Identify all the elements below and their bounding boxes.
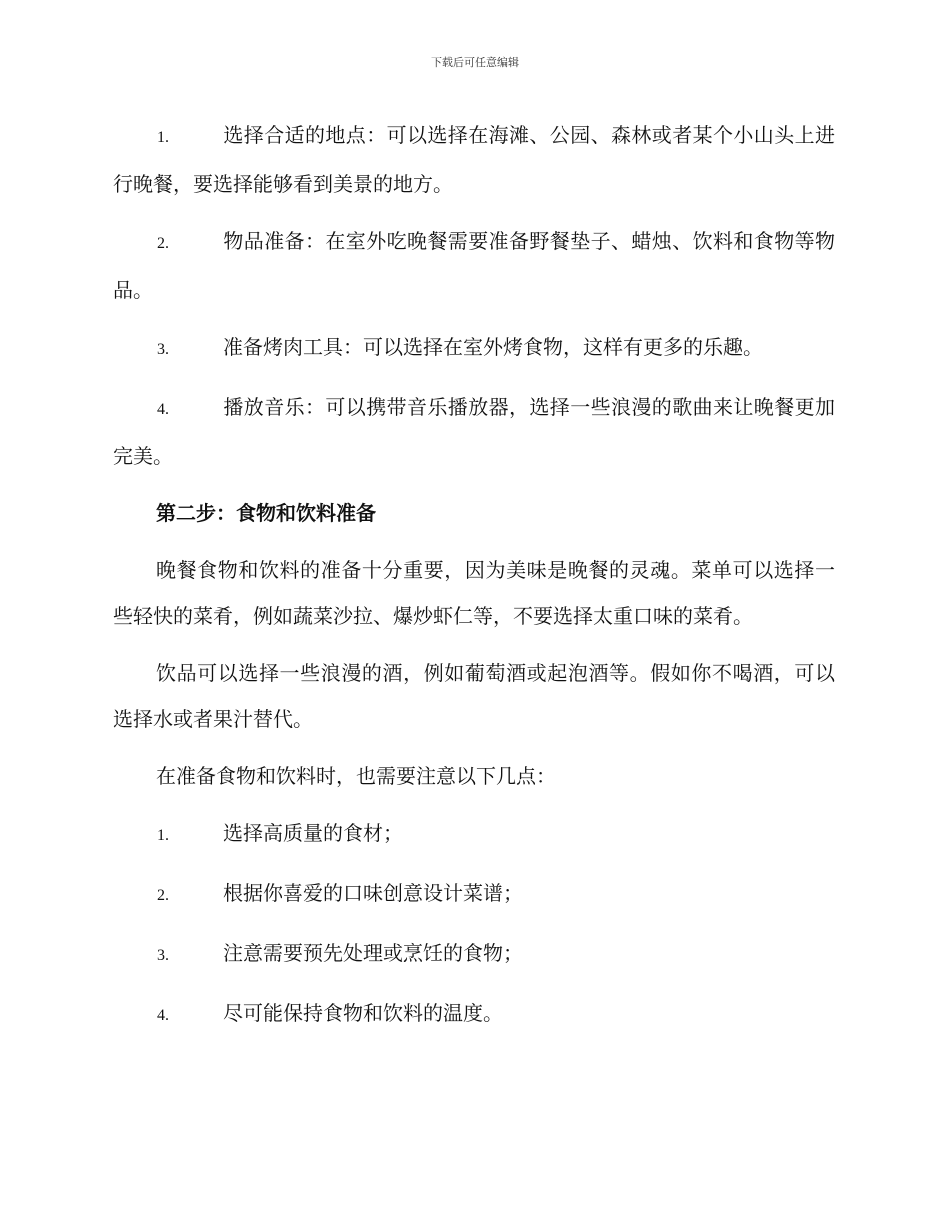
paragraph: 晚餐食物和饮料的准备十分重要，因为美味是晚餐的灵魂。菜单可以选择一些轻快的菜肴，例如蔬菜沙拉、爆炒虾仁等，不要选择太重口味的菜肴。 bbox=[113, 558, 835, 628]
list-item bbox=[113, 870, 835, 919]
list-text: 尽可能保持食物和饮料的温度。 bbox=[223, 1001, 503, 1025]
list-number: 3. bbox=[157, 947, 169, 964]
page-header: 下载后可任意编辑 bbox=[431, 56, 519, 69]
list-item bbox=[113, 990, 835, 1039]
list-number: 2. bbox=[157, 887, 169, 904]
list-number: 4. bbox=[157, 1007, 169, 1024]
list-item bbox=[113, 112, 835, 207]
list-item bbox=[113, 810, 835, 859]
section-heading: 第二步：食物和饮料准备 bbox=[156, 501, 376, 525]
paragraph: 饮品可以选择一些浪漫的酒，例如葡萄酒或起泡酒等。假如你不喝酒，可以选择水或者果汁替代。 bbox=[113, 661, 835, 731]
list-item bbox=[113, 384, 835, 479]
list-text: 根据你喜爱的口味创意设计菜谱； bbox=[223, 881, 523, 905]
list-item bbox=[113, 930, 835, 979]
list-text: 注意需要预先处理或烹饪的食物； bbox=[223, 941, 523, 965]
list-text: 选择高质量的食材； bbox=[223, 821, 403, 845]
list-item bbox=[113, 324, 835, 373]
list-number: 1. bbox=[157, 827, 169, 844]
list-number: 3. bbox=[157, 341, 169, 358]
list-number: 1. bbox=[157, 129, 169, 146]
list-number: 4. bbox=[157, 401, 169, 418]
paragraph: 在准备食物和饮料时，也需要注意以下几点： bbox=[156, 764, 556, 788]
list-text: 播放音乐：可以携带音乐播放器，选择一些浪漫的歌曲来让晚餐更加完美。 bbox=[113, 395, 835, 468]
list-item bbox=[113, 218, 835, 313]
list-text: 准备烤肉工具：可以选择在室外烤食物，这样有更多的乐趣。 bbox=[223, 335, 763, 359]
list-number: 2. bbox=[157, 235, 169, 252]
list-text: 物品准备：在室外吃晚餐需要准备野餐垫子、蜡烛、饮料和食物等物品。 bbox=[113, 229, 835, 302]
list-text: 选择合适的地点：可以选择在海滩、公园、森林或者某个小山头上进行晚餐，要选择能够看到美景的地方。 bbox=[113, 123, 835, 196]
document-body bbox=[113, 112, 835, 1050]
